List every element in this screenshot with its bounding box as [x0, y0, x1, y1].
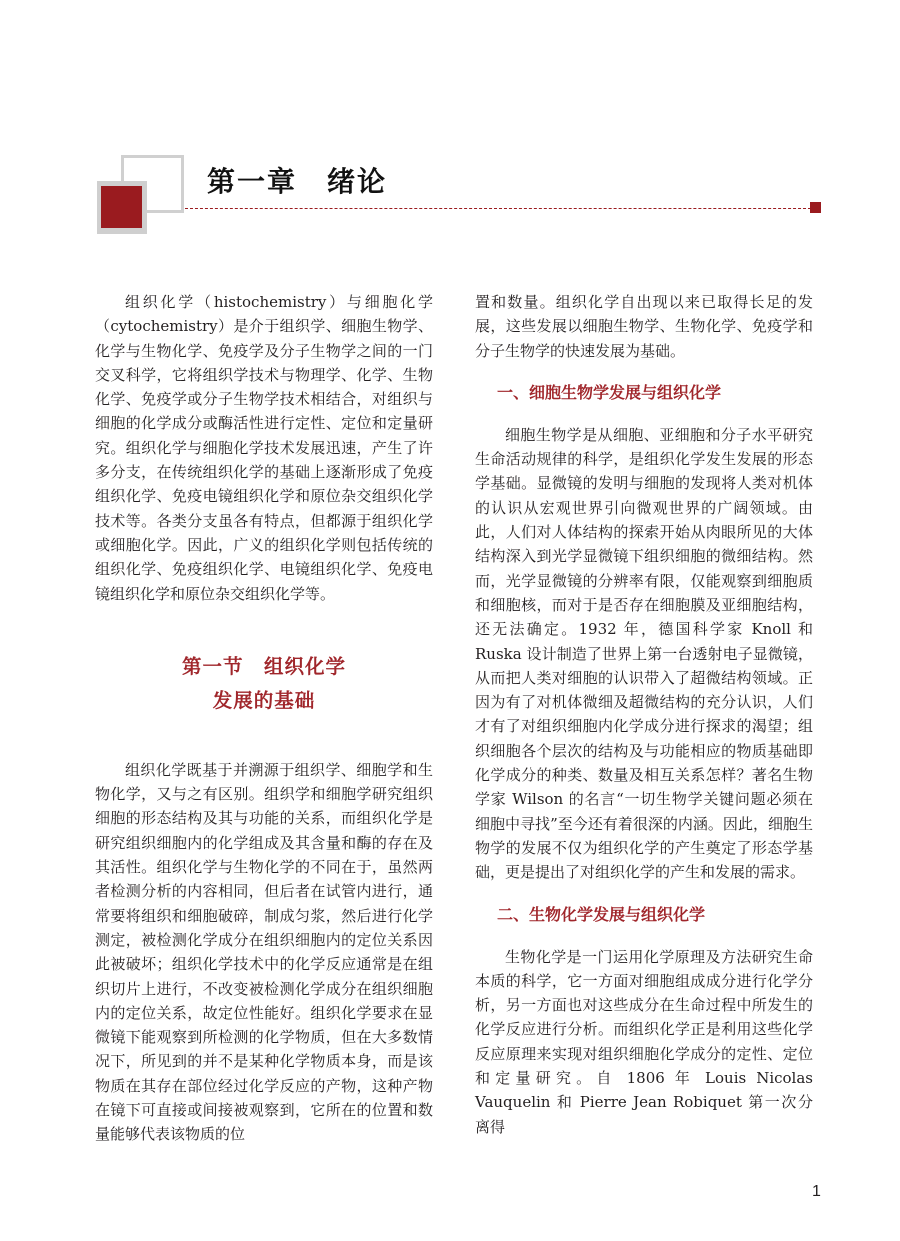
section-paragraph: 组织化学既基于并溯源于组织学、细胞学和生物化学，又与之有区别。组织学和细胞学研究组织细胞的形态结构及其与功能的关系，而组织化学是研究组织细胞内的化学组成及其含量和酶的存在及其活性。组织化学与生物化学的不同在于，虽然两者检测分析的内容相同，但后者在试管内进行，通常要将组织和细胞破碎，制成匀浆，然后进行化学测定，被检测化学成分在组织细胞内的定位关系因此被破坏；组织化学技术中的化学反应通常是在组织切片上进行，不改变被检测化学成分在组织细胞内的定位关系，故定位性能好。组织化学要求在显微镜下能观察到所检测的化学物质，但在大多数情况下，所见到的并不是某种化学物质本身，而是该物质在其存在部位经过化学反应的产物，这种产物在镜下可直接或间接被观察到，它所在的位置和数量能够代表该物质的位: [95, 760, 433, 1144]
biochemistry-paragraph: 生物化学是一门运用化学原理及方法研究生命本质的科学，它一方面对细胞组成成分进行化学分析，另一方面也对这些成分在生命过程中所发生的化学反应进行分析。而组织化学正是利用这些化学反应原理来实现对组织细胞化学成分的定性、定位和定量研究。自 1806 年 Louis Nicolas Vauquelin 和 Pierre Jean Robiquet 第一次分离得: [475, 947, 813, 1136]
chapter-title: 第一章 绪论: [207, 165, 388, 198]
right-column: [475, 290, 813, 1139]
rule-end-square: [810, 202, 821, 213]
subsection-heading-cell-biology: 一、细胞生物学发展与组织化学: [497, 382, 722, 402]
section-heading: 第一节 组织化学 发展的基础: [181, 654, 346, 712]
intro-paragraph: 组织化学（histochemistry）与细胞化学（cytochemistry）是介于组织学、细胞生物学、化学与生物化学、免疫学及分子生物学之间的一门交叉科学，它将组织学技术与物理学、化学、生物化学、免疫学或分子生物学技术相结合，对组织与细胞的化学成分或酶活性进行定性、定位和定量研究。组织化学与细胞化学技术发展迅速，产生了许多分支，在传统组织化学的基础上逐渐形成了免疫组织化学、免疫电镜组织化学和原位杂交组织化学技术等。各类分支虽各有特点，但都源于组织化学或细胞化学。因此，广义的组织化学则包括传统的组织化学、免疫组织化学、电镜组织化学、免疫电镜组织化学和原位杂交组织化学等。: [95, 293, 433, 603]
subsection-heading-biochemistry: 二、生物化学发展与组织化学: [497, 904, 706, 924]
page-number: 1: [812, 1183, 821, 1200]
cell-biology-paragraph: 细胞生物学是从细胞、亚细胞和分子水平研究生命活动规律的科学，是组织化学发生发展的形态学基础。显微镜的发明与细胞的发现将人类对机体的认识从宏观世界引向微观世界的广阔领域。由此，人们对人体结构的探索开始从肉眼所见的大体结构深入到光学显微镜下组织细胞的微细结构。然而，光学显微镜的分辨率有限，仅能观察到细胞质和细胞核，而对于是否存在细胞膜及亚细胞结构，还无法确定。1932 年，德国科学家 Knoll 和 Ruska 设计制造了世界上第一台透射电子显微镜，从而把人类对细胞的认识带入了超微结构领域。正因为有了对机体微细及超微结构的充分认识，人们才有了对组织细胞内化学成分进行探求的渴望；组织细胞各个层次的结构及与功能相应的物质基础即化学成分的种类、数量及相互关系怎样？著名生物学家 Wilson 的名言“一切生物学关键问题必须在细胞中寻找”至今还有着很深的内涵。因此，细胞生物学的发展不仅为组织化学的产生奠定了形态学基础，更是提出了对组织化学的产生和发展的需求。: [475, 425, 813, 882]
chapter-dashed-rule: [185, 208, 811, 209]
left-column: [95, 290, 433, 1147]
continuation-paragraph: 置和数量。组织化学自出现以来已取得长足的发展，这些发展以细胞生物学、生物化学、免疫学和分子生物学的快速发展为基础。: [475, 293, 813, 360]
chapter-decor-red-square: [101, 186, 142, 228]
